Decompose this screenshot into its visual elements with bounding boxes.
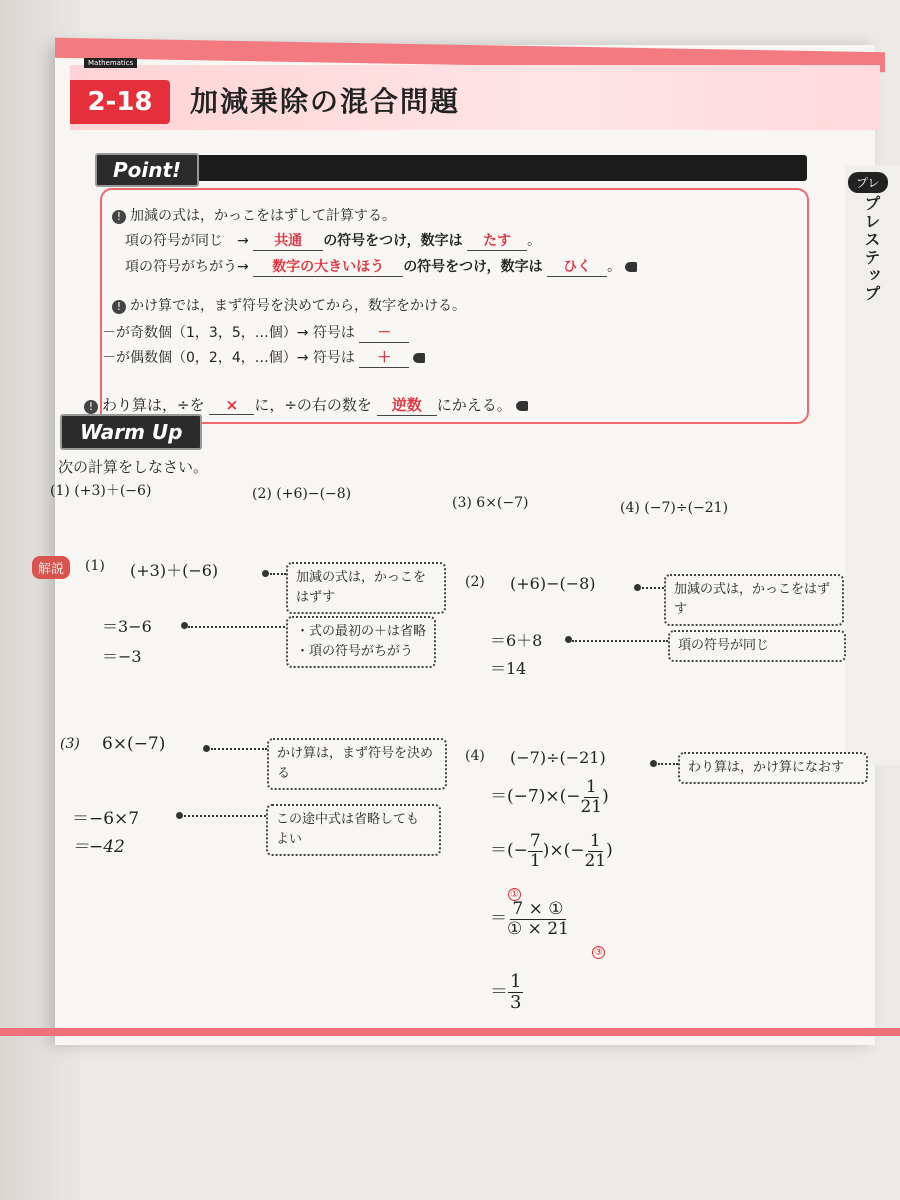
- leader-dot: [262, 570, 269, 577]
- point-item1-heading: ! 加減の式は，かっこをはずして計算する。: [112, 205, 396, 225]
- audio-icon: [625, 262, 637, 272]
- p3-number: (3): [60, 736, 80, 752]
- point-item3: ! わり算は，÷を × に，÷の右の数を 逆数 にかえる。: [84, 394, 528, 416]
- p2-step-2: ＝14: [490, 659, 527, 678]
- p4-step-1: ＝(−7)×(− $\frac{1}{21}$ ): [490, 777, 609, 817]
- p4-answer: ＝ $\frac{1}{3}$: [490, 971, 522, 1013]
- warmup-problem-3: (3) 6×(−7): [452, 495, 529, 511]
- point-item2-line2: －が偶数個（0，2，4，…個）→ 符号は ＋: [102, 347, 425, 368]
- bullet-icon: !: [84, 400, 98, 414]
- audio-icon: [413, 353, 425, 363]
- leader-line: [658, 763, 678, 765]
- blank-answer: 逆数: [377, 394, 437, 416]
- p4-note: わり算は，かけ算になおす: [678, 752, 868, 784]
- warmup-label: Warm Up: [60, 414, 202, 450]
- leader-line: [188, 626, 285, 628]
- p2-expression: (+6)−(−8): [510, 574, 596, 593]
- lesson-title: 加減乗除の混合問題: [190, 85, 461, 118]
- p3-step-2: ＝−42: [72, 837, 125, 857]
- p1-step-2: ＝−3: [102, 647, 142, 666]
- blank-answer: 共通: [253, 230, 323, 251]
- p1-number: (1): [85, 558, 105, 574]
- warmup-problem-1: (1) (+3)＋(−6): [50, 483, 152, 499]
- p1-note-1: 加減の式は，かっこをはずす: [286, 562, 446, 614]
- side-badge: プレ: [848, 172, 888, 193]
- leader-dot: [181, 622, 188, 629]
- blank-answer: ひく: [547, 256, 607, 277]
- bullet-icon: !: [112, 210, 126, 224]
- p1-step-1: ＝3−6: [102, 617, 152, 636]
- p3-expression: 6×(−7): [102, 734, 166, 754]
- p3-note-1: かけ算は，まず符号を決める: [267, 738, 447, 790]
- warmup-instruction: 次の計算をしなさい。: [58, 458, 209, 476]
- p4-number: (4): [465, 748, 485, 764]
- blank-answer: ×: [209, 396, 254, 415]
- point-label: Point!: [95, 153, 199, 187]
- p2-step-1: ＝6＋8: [490, 631, 543, 650]
- blank-answer: －: [359, 322, 409, 343]
- p2-note-1: 加減の式は，かっこをはずす: [664, 574, 844, 626]
- leader-dot: [650, 760, 657, 767]
- subject-label: Mathematics: [84, 58, 137, 68]
- lesson-number: 2-18: [70, 80, 170, 124]
- leader-dot: [176, 812, 183, 819]
- bottom-pink-edge: [0, 1028, 900, 1036]
- p1-expression: (+3)＋(−6): [130, 561, 219, 580]
- p4-expression: (−7)÷(−21): [510, 748, 606, 767]
- p4-step-2: ＝(− $\frac{7}{1}$ )×(− $\frac{1}{21}$ ): [490, 831, 613, 871]
- audio-icon: [516, 401, 528, 411]
- warmup-problem-2: (2) (+6)−(−8): [252, 486, 352, 502]
- blank-answer: 数字の大きいほう: [253, 256, 403, 277]
- point-item1-line2: 項の符号がちがう→ 数字の大きいほう の符号をつけ，数字は ひく 。: [125, 256, 637, 277]
- leader-line: [270, 573, 286, 575]
- bullet-icon: !: [112, 300, 126, 314]
- cancel-mark-3: ③: [592, 946, 605, 959]
- cancel-mark-1: ①: [508, 888, 521, 901]
- point-item2-line1: －が奇数個（1，3，5，…個）→ 符号は －: [102, 322, 409, 343]
- p3-step-1: ＝−6×7: [72, 809, 140, 829]
- blank-answer: たす: [467, 230, 527, 251]
- side-label: プレステップ: [862, 195, 881, 303]
- point-item2-heading: ! かけ算では，まず符号を決めてから，数字をかける。: [112, 295, 466, 315]
- p1-note-2: ・式の最初の＋は省略 ・項の符号がちがう: [286, 616, 436, 668]
- point-bar: [95, 155, 807, 181]
- blank-answer: ＋: [359, 347, 409, 368]
- p3-note-2: この途中式は省略してもよい: [266, 804, 441, 856]
- p4-step-3: ＝ $\frac{\text{7 × ①}}{\text{① × 21}}$: [490, 899, 569, 939]
- leader-line: [642, 587, 664, 589]
- point-item1-line1: 項の符号が同じ → 共通 の符号をつけ，数字は たす 。: [125, 230, 541, 251]
- explanation-badge: 解説: [32, 556, 70, 579]
- leader-dot: [203, 745, 210, 752]
- p2-note-2: 項の符号が同じ: [668, 630, 846, 662]
- leader-dot: [565, 636, 572, 643]
- leader-line: [572, 640, 668, 642]
- warmup-problem-4: (4) (−7)÷(−21): [620, 500, 729, 516]
- leader-line: [184, 815, 266, 817]
- p2-number: (2): [465, 574, 485, 590]
- leader-dot: [634, 584, 641, 591]
- leader-line: [211, 748, 267, 750]
